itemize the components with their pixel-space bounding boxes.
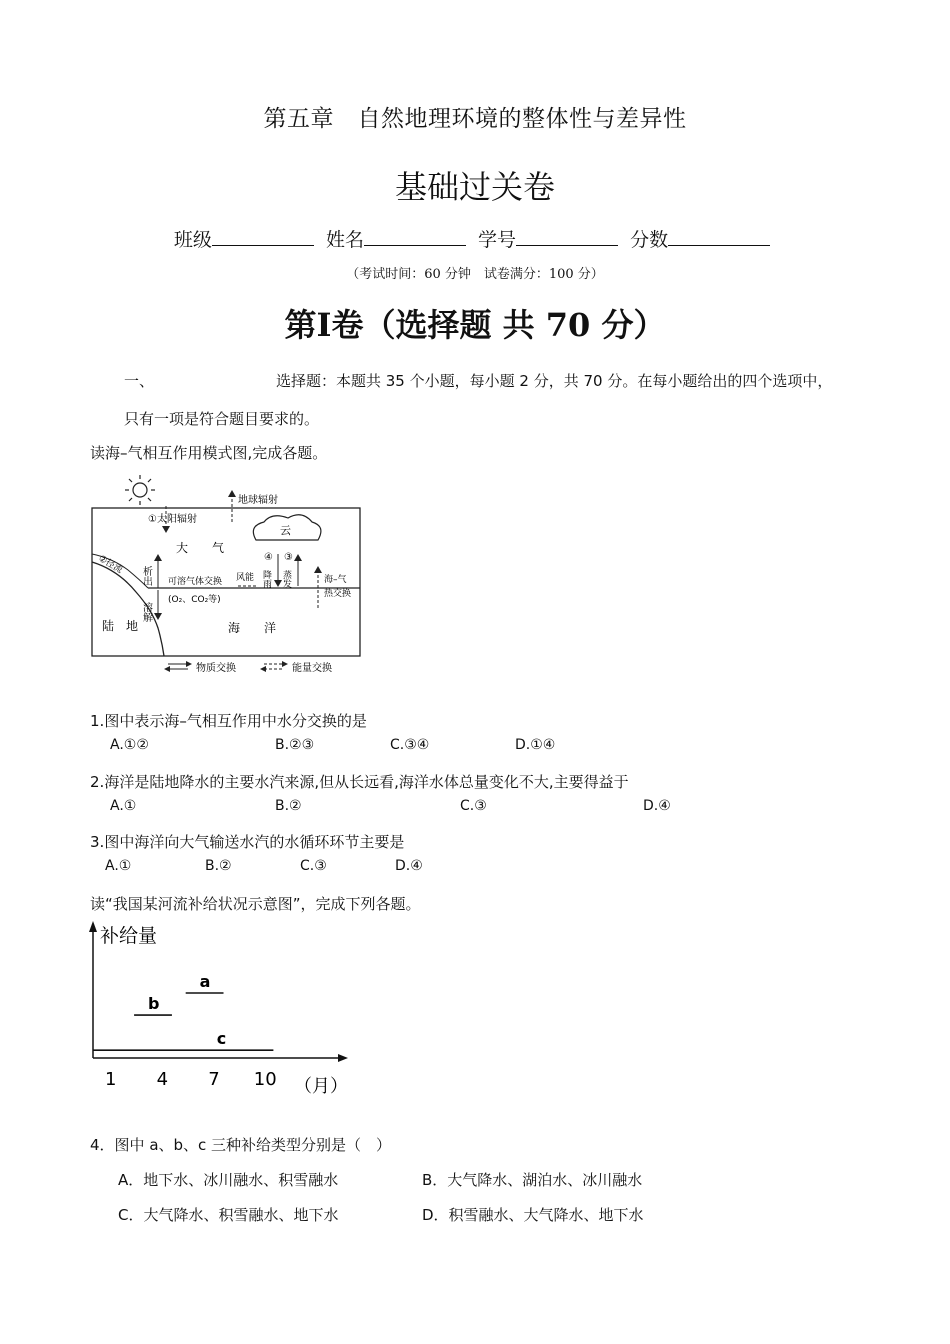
label-dissolve: 溶解 [140, 602, 152, 622]
q1-option-b[interactable]: B.②③ [275, 737, 315, 753]
question-2-text: 海洋是陆地降水的主要水汽来源,但从长远看,海洋水体总量变化不大,主要得益于 [104, 773, 629, 791]
question-4-number: 4． [90, 1136, 115, 1154]
instructions-line-2: 只有一项是符合题目要求的。 [124, 410, 320, 428]
label-solar-radiation: ①太阳辐射 [148, 514, 197, 525]
field-score-blank[interactable] [668, 227, 770, 246]
sea-air-diagram [88, 470, 368, 680]
series-c-label: c [216, 1029, 227, 1049]
q4-option-a[interactable]: A．地下水、冰川融水、积雪融水 [118, 1171, 339, 1189]
question-2-number: 2. [90, 773, 105, 791]
y-axis-label: 补给量 [100, 925, 158, 947]
x-axis-arrow [338, 1054, 348, 1062]
series-a-label: a [199, 972, 211, 991]
x-tick-7: 7 [208, 1069, 220, 1090]
question-3 [90, 831, 404, 852]
river-recharge-chart [80, 918, 380, 1108]
student-info-line [0, 225, 950, 252]
label-cloud: 云 [280, 524, 291, 537]
label-evap-number: ③ [284, 552, 293, 563]
field-score-label: 分数 [630, 229, 669, 251]
instructions-line-1: 选择题：本题共 35 个小题，每小题 2 分，共 70 分。在每小题给出的四个选项中， [276, 372, 833, 390]
q3-option-d[interactable]: D.④ [395, 858, 423, 874]
label-precipitate: 析出 [140, 566, 152, 586]
label-heat-exchange-2: 热交换 [324, 589, 352, 599]
question-3-text: 图中海洋向大气输送水汽的水循环环节主要是 [104, 833, 405, 851]
label-ocean: 海 洋 [228, 621, 277, 635]
question-1 [90, 710, 367, 731]
intro-chart: 读“我国某河流补给状况示意图”，完成下列各题。 [90, 895, 421, 913]
q1-option-d[interactable]: D.①④ [515, 737, 556, 753]
label-evap: 蒸发 [281, 570, 291, 588]
label-rain-number: ④ [264, 552, 273, 563]
question-4-text: 图中 a、b、c 三种补给类型分别是（ ） [114, 1136, 392, 1154]
section-number: 一、 [124, 372, 155, 390]
q3-option-a[interactable]: A.① [105, 858, 132, 874]
paper-title: 基础过关卷 [394, 168, 555, 206]
q4-option-b[interactable]: B．大气降水、湖泊水、冰川融水 [422, 1171, 643, 1189]
part-title: 第I卷（选择题 共 70 分） [284, 306, 666, 344]
q3-option-b[interactable]: B.② [205, 858, 232, 874]
q2-option-a[interactable]: A.① [110, 798, 137, 814]
label-gases: (O₂、CO₂等) [168, 595, 221, 605]
label-land: 陆 地 [102, 619, 139, 633]
sun-icon [125, 475, 155, 505]
question-3-number: 3. [90, 833, 105, 851]
q2-option-d[interactable]: D.④ [643, 798, 671, 814]
field-name-blank[interactable] [364, 227, 466, 246]
field-id-label: 学号 [478, 229, 517, 251]
question-2 [90, 771, 629, 792]
q1-option-c[interactable]: C.③④ [390, 737, 430, 753]
question-1-number: 1. [90, 712, 105, 730]
exam-info: （考试时间：60 分钟 试卷满分：100 分） [346, 267, 604, 282]
label-rain: 降雨 [261, 570, 271, 588]
field-class-blank[interactable] [212, 227, 314, 246]
label-wind-energy: 风能 [236, 573, 255, 583]
question-4 [90, 1134, 391, 1155]
field-class-label: 班级 [173, 229, 212, 251]
chapter-title: 第五章 自然地理环境的整体性与差异性 [263, 106, 687, 132]
question-1-text: 图中表示海–气相互作用中水分交换的是 [104, 712, 367, 730]
q2-option-c[interactable]: C.③ [460, 798, 487, 814]
series-b-label: b [148, 994, 160, 1014]
x-tick-1: 1 [105, 1069, 117, 1090]
x-tick-4: 4 [156, 1069, 169, 1090]
q1-option-a[interactable]: A.①② [110, 737, 149, 753]
q3-option-c[interactable]: C.③ [300, 858, 327, 874]
x-axis-label: （月） [294, 1076, 348, 1097]
q4-option-d[interactable]: D．积雪融水、大气降水、地下水 [422, 1206, 644, 1224]
q2-option-b[interactable]: B.② [275, 798, 302, 814]
x-tick-10: 10 [253, 1069, 277, 1090]
field-id-blank[interactable] [516, 227, 618, 246]
y-axis-arrow [89, 921, 97, 932]
legend-energy: 能量交换 [292, 663, 332, 674]
intro-diagram-1: 读海–气相互作用模式图,完成各题。 [90, 444, 328, 462]
coastline [92, 562, 164, 656]
label-atmosphere: 大 气 [176, 541, 225, 555]
label-heat-exchange-1: 海–气 [324, 575, 347, 585]
field-name-label: 姓名 [325, 229, 364, 251]
label-gas-exchange: 可溶气体交换 [168, 577, 223, 587]
label-river: ②径流 [96, 553, 125, 576]
label-earth-radiation: 地球辐射 [238, 495, 278, 506]
q4-option-c[interactable]: C．大气降水、积雪融水、地下水 [118, 1206, 339, 1224]
legend-material: 物质交换 [196, 663, 236, 674]
